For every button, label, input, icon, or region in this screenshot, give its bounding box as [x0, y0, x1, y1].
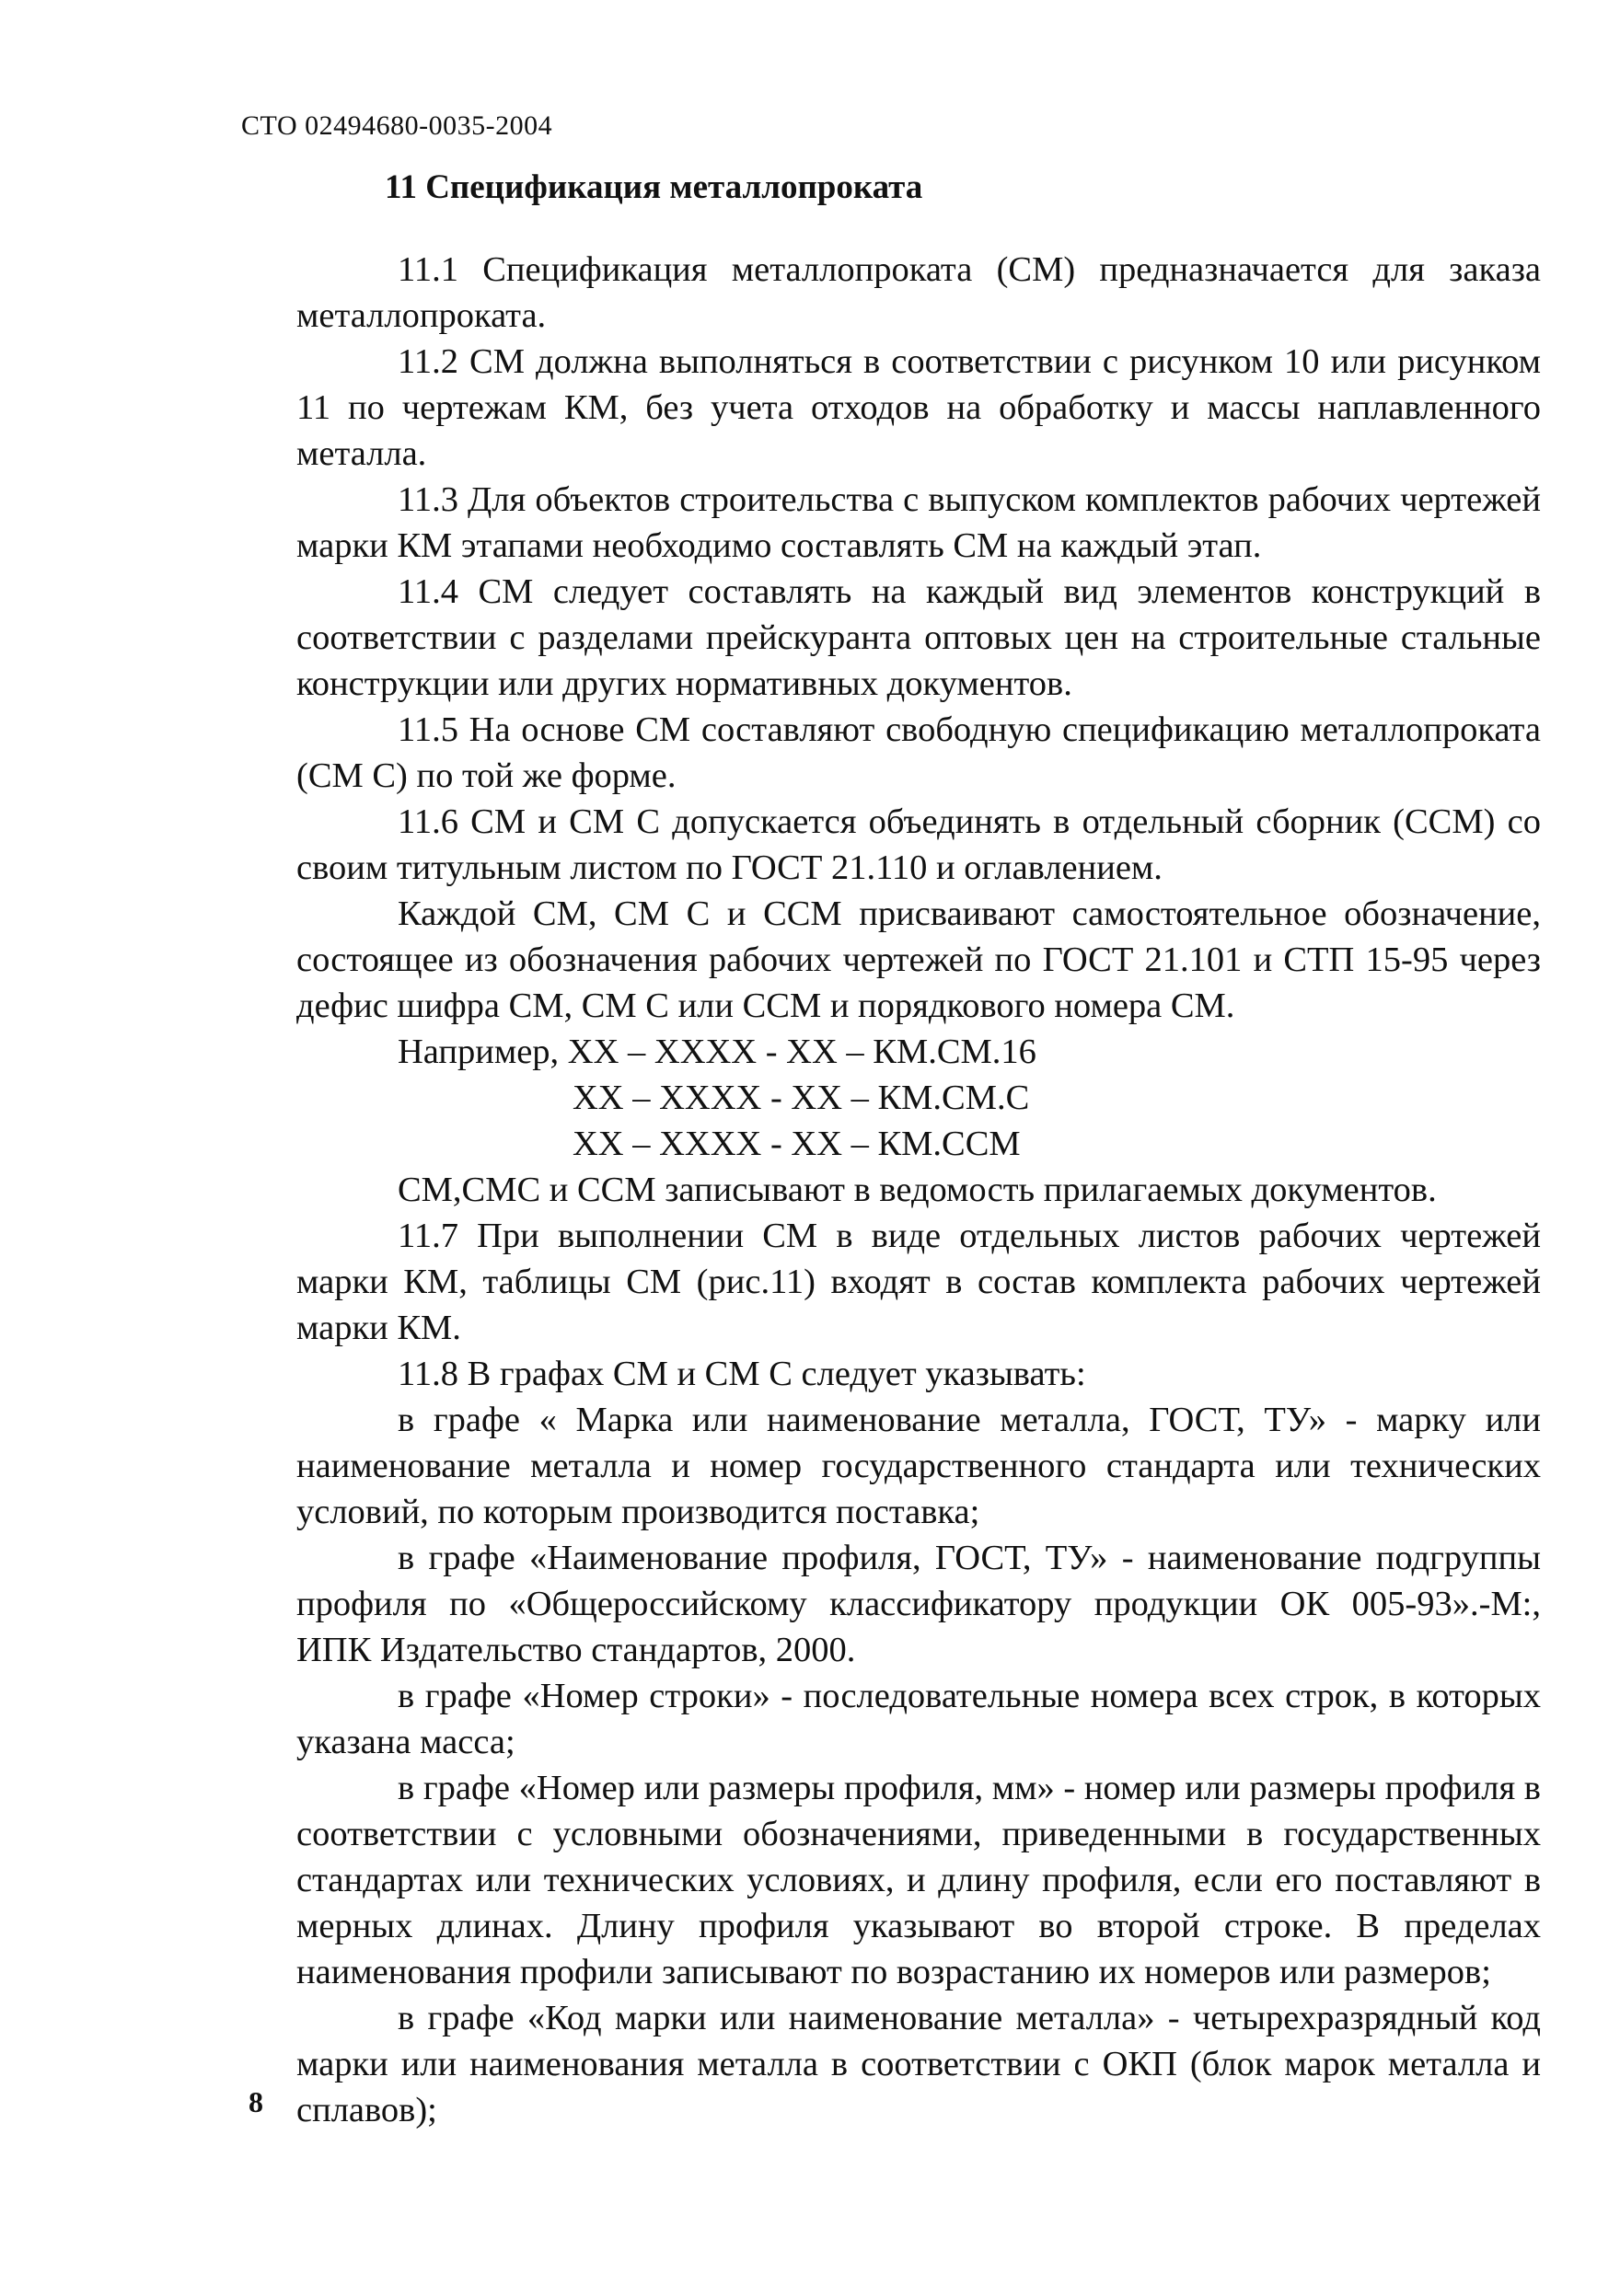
column-profile-name: в графе «Наименование профиля, ГОСТ, ТУ» - наименование подгруппы профиля по «Общероссийскому классификатору продукции ОК 005-93».-М:, ИПК Издательство стандартов, 2000. [296, 1539, 1541, 1669]
designation-examples [296, 1029, 1541, 1167]
paragraph-designation: Каждой СМ, СМ С и ССМ присваивают самостоятельное обозначение, состоящее из обозначения рабочих чертежей по ГОСТ 21.101 и СТП 15-95 через дефис шифра СМ, СМ С или ССМ и порядкового номера СМ. [296, 894, 1541, 1025]
example-line: Например, ХХ – ХХХХ - ХХ – КМ.СМ.16 [398, 1033, 1036, 1071]
page-number: 8 [249, 2085, 263, 2118]
column-row-number: в графе «Номер строки» - последовательные номера всех строк, в которых указана масса; [296, 1677, 1541, 1761]
example-line: ХХ – ХХХХ - ХХ – КМ.СМ.С [573, 1079, 1030, 1117]
paragraph-11-4: 11.4 СМ следует составлять на каждый вид элементов конструкций в соответствии с разделами прейскуранта оптовых цен на строительные стальные конструкции или других нормативных документов. [296, 572, 1541, 703]
paragraph-register: СМ,СМС и ССМ записывают в ведомость прилагаемых документов. [398, 1171, 1437, 1209]
paragraph-11-3: 11.3 Для объектов строительства с выпуском комплектов рабочих чертежей марки КМ этапами необходимо составлять СМ на каждый этап. [296, 480, 1541, 565]
paragraph-11-8: 11.8 В графах СМ и СМ С следует указывать: [398, 1355, 1086, 1393]
section-heading: 11 Спецификация металлопроката [385, 168, 923, 206]
example-line: ХХ – ХХХХ - ХХ – КМ.ССМ [573, 1125, 1021, 1163]
column-metal-grade: в графе « Марка или наименование металла, ГОСТ, ТУ» - марку или наименование металла и номер государственного стандарта или технических условий, по которым производится поставка; [296, 1401, 1541, 1531]
paragraph-11-7: 11.7 При выполнении СМ в виде отдельных листов рабочих чертежей марки КМ, таблицы СМ (рис.11) входят в состав комплекта рабочих чертежей марки КМ. [296, 1217, 1541, 1347]
column-profile-size: в графе «Номер или размеры профиля, мм» - номер или размеры профиля в соответствии с условными обозначениями, приведенными в государственных стандартах или технических условиях, и длину профиля, если его поставляют в мерных длинах. Длину профиля указывают во второй строке. В пределах наименования профили записывают по возрастанию их номеров или размеров; [296, 1769, 1541, 1991]
paragraph-11-2: 11.2 СМ должна выполняться в соответствии с рисунком 10 или рисунком 11 по чертежам КМ, без учета отходов на обработку и массы наплавленного металла. [296, 342, 1541, 473]
paragraph-11-6: 11.6 СМ и СМ С допускается объединять в отдельный сборник (ССМ) со своим титульным листом по ГОСТ 21.110 и оглавлением. [296, 802, 1541, 887]
paragraph-11-5: 11.5 На основе СМ составляют свободную спецификацию металлопроката (СМ С) по той же форме. [296, 710, 1541, 795]
paragraph-11-1: 11.1 Спецификация металлопроката (СМ) предназначается для заказа металлопроката. [296, 250, 1541, 335]
document-code: СТО 02494680-0035-2004 [241, 110, 553, 141]
column-metal-code: в графе «Код марки или наименование металла» - четырехразрядный код марки или наименования металла в соответствии с ОКП (блок марок металла и сплавов); [296, 1999, 1541, 2129]
section-body [296, 247, 1541, 2133]
